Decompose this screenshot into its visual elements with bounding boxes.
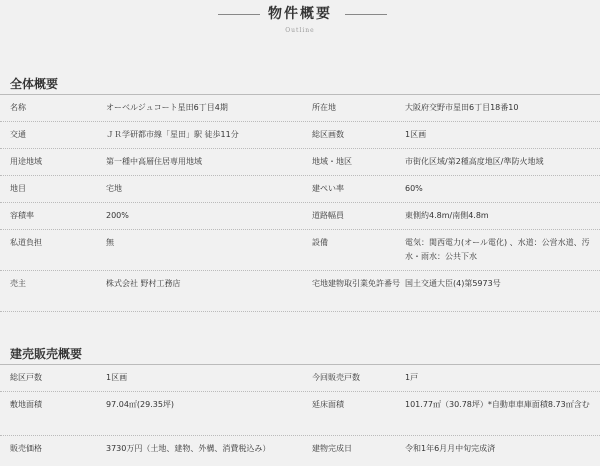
sales-table — [0, 365, 600, 466]
row-value: 東側約4.8m/南側4.8m — [405, 211, 489, 220]
row-label: 販売価格 — [10, 444, 42, 453]
row-label: 地目 — [10, 184, 26, 193]
row-label: 所在地 — [312, 103, 336, 112]
row-label: 敷地面積 — [10, 400, 42, 409]
row-label: 建物完成日 — [312, 444, 352, 453]
row-label: 延床面積 — [312, 400, 344, 409]
table-row — [0, 392, 600, 436]
row-value: 大阪府交野市星田6丁目18番10 — [405, 103, 519, 112]
row-value: 第一種中高層住居専用地域 — [106, 157, 202, 166]
page-subtitle: Outline — [285, 27, 315, 34]
row-label: 道路幅員 — [312, 211, 344, 220]
row-label: 地域・地区 — [312, 157, 352, 166]
overview-table — [0, 95, 600, 312]
row-value: 1戸 — [405, 373, 419, 382]
table-row — [0, 203, 600, 230]
row-label: 設備 — [312, 238, 328, 247]
table-row — [0, 230, 600, 271]
table-row — [0, 95, 600, 122]
row-label: 総区画数 — [312, 130, 344, 139]
row-value: 電気：関西電力(オール電化) 、水道：公営水道、汚水・雨水：公共下水 — [405, 238, 590, 261]
row-label: 容積率 — [10, 211, 34, 220]
table-row — [0, 365, 600, 392]
page-header — [0, 0, 600, 50]
row-label: 売主 — [10, 279, 26, 288]
row-value: 令和1年6月月中旬完成済 — [405, 444, 496, 453]
row-value: オーベルジュコート星田6丁目4期 — [106, 103, 228, 112]
row-label: 用途地域 — [10, 157, 42, 166]
row-label: 今回販売戸数 — [312, 373, 360, 382]
row-value: ＪＲ学研都市線「星田」駅 徒歩11分 — [106, 130, 239, 139]
table-row — [0, 149, 600, 176]
row-label: 名称 — [10, 103, 26, 112]
row-label: 交通 — [10, 130, 26, 139]
row-value: 1区画 — [405, 130, 427, 139]
row-value: 1区画 — [106, 373, 128, 382]
row-value: 97.04㎡(29.35坪) — [106, 400, 175, 409]
row-value: 宅地 — [106, 184, 122, 193]
table-row — [0, 122, 600, 149]
row-label: 総区戸数 — [10, 373, 42, 382]
row-value: 3730万円（土地、建物、外構、消費税込み） — [106, 444, 271, 453]
table-row — [0, 271, 600, 312]
row-label: 宅地建物取引業免許番号 — [312, 279, 400, 288]
row-label: 私道負担 — [10, 238, 42, 247]
section-title-sales: 建売販売概要 — [10, 347, 83, 361]
row-value: 60% — [405, 184, 423, 193]
table-row — [0, 436, 600, 466]
table-row — [0, 176, 600, 203]
page-title: 物件概要 — [268, 6, 332, 22]
row-value: 200% — [106, 211, 129, 220]
row-value: 市街化区域/第2種高度地区/準防火地域 — [405, 157, 544, 166]
row-value: 国土交通大臣(4)第5973号 — [405, 279, 501, 288]
row-label: 建ぺい率 — [312, 184, 344, 193]
title-rule-right — [345, 14, 387, 15]
section-title-overview: 全体概要 — [10, 77, 59, 91]
row-value: 無 — [106, 238, 114, 247]
row-value: 101.77㎡（30.78坪）*自動車車庫面積8.73㎡含む — [405, 400, 590, 409]
row-value: 株式会社 野村工務店 — [106, 279, 181, 288]
